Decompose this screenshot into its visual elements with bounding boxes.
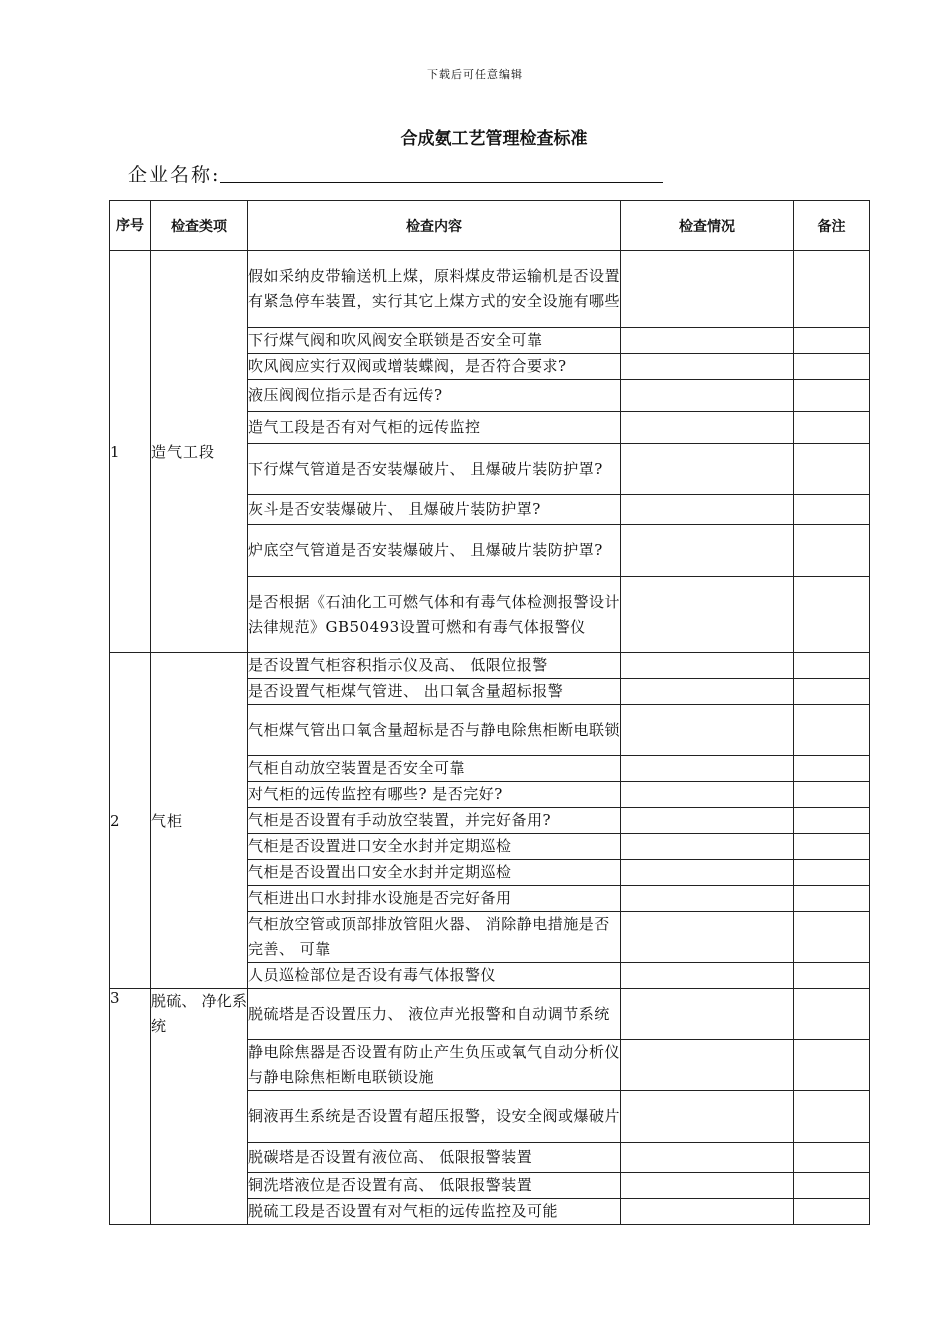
remarks-cell[interactable] bbox=[794, 963, 870, 989]
header-content: 检查内容 bbox=[248, 201, 621, 251]
check-content: 造气工段是否有对气柜的远传监控 bbox=[248, 412, 621, 444]
remarks-cell[interactable] bbox=[794, 328, 870, 354]
remarks-cell[interactable] bbox=[794, 380, 870, 412]
section-category: 气柜 bbox=[151, 653, 248, 989]
check-status-cell[interactable] bbox=[621, 808, 794, 834]
check-status-cell[interactable] bbox=[621, 705, 794, 756]
check-content: 气柜煤气管出口氧含量超标是否与静电除焦柜断电联锁 bbox=[248, 705, 621, 756]
check-status-cell[interactable] bbox=[621, 525, 794, 577]
check-content: 下行煤气阀和吹风阀安全联锁是否安全可靠 bbox=[248, 328, 621, 354]
check-status-cell[interactable] bbox=[621, 653, 794, 679]
header-status: 检查情况 bbox=[621, 201, 794, 251]
section-seq: 3 bbox=[110, 989, 151, 1225]
remarks-cell[interactable] bbox=[794, 653, 870, 679]
header-remarks: 备注 bbox=[794, 201, 870, 251]
remarks-cell[interactable] bbox=[794, 1040, 870, 1091]
check-content: 铜液再生系统是否设置有超压报警，设安全阀或爆破片 bbox=[248, 1091, 621, 1143]
remarks-cell[interactable] bbox=[794, 1199, 870, 1225]
check-content: 是否设置气柜煤气管进、 出口氧含量超标报警 bbox=[248, 679, 621, 705]
remarks-cell[interactable] bbox=[794, 808, 870, 834]
remarks-cell[interactable] bbox=[794, 354, 870, 380]
check-content: 是否根据《石油化工可燃气体和有毒气体检测报警设计法律规范》GB50493设置可燃和有毒气体报警仪 bbox=[248, 577, 621, 653]
check-status-cell[interactable] bbox=[621, 679, 794, 705]
check-content: 是否设置气柜容积指示仪及高、 低限位报警 bbox=[248, 653, 621, 679]
check-content: 脱硫塔是否设置压力、 液位声光报警和自动调节系统 bbox=[248, 989, 621, 1040]
check-status-cell[interactable] bbox=[621, 380, 794, 412]
check-status-cell[interactable] bbox=[621, 328, 794, 354]
check-content: 气柜放空管或顶部排放管阻火器、 消除静电措施是否完善、 可靠 bbox=[248, 912, 621, 963]
check-content: 下行煤气管道是否安装爆破片、 且爆破片装防护罩? bbox=[248, 444, 621, 495]
remarks-cell[interactable] bbox=[794, 412, 870, 444]
section-category: 脱硫、 净化系统 bbox=[151, 989, 248, 1225]
remarks-cell[interactable] bbox=[794, 679, 870, 705]
check-status-cell[interactable] bbox=[621, 495, 794, 525]
remarks-cell[interactable] bbox=[794, 444, 870, 495]
remarks-cell[interactable] bbox=[794, 705, 870, 756]
document-title: 合成氨工艺管理检查标准 bbox=[400, 129, 588, 149]
section-seq: 1 bbox=[110, 251, 151, 653]
company-name-label: 企业名称: bbox=[128, 164, 221, 186]
section-category: 造气工段 bbox=[151, 251, 248, 653]
check-content: 气柜自动放空装置是否安全可靠 bbox=[248, 756, 621, 782]
header-seq: 序号 bbox=[110, 201, 151, 251]
check-status-cell[interactable] bbox=[621, 1040, 794, 1091]
header-note: 下载后可任意编辑 bbox=[427, 68, 523, 81]
remarks-cell[interactable] bbox=[794, 886, 870, 912]
remarks-cell[interactable] bbox=[794, 525, 870, 577]
check-status-cell[interactable] bbox=[621, 989, 794, 1040]
check-content: 静电除焦器是否设置有防止产生负压或氧气自动分析仪与静电除焦柜断电联锁设施 bbox=[248, 1040, 621, 1091]
check-status-cell[interactable] bbox=[621, 963, 794, 989]
check-status-cell[interactable] bbox=[621, 1173, 794, 1199]
check-content: 脱硫工段是否设置有对气柜的远传监控及可能 bbox=[248, 1199, 621, 1225]
remarks-cell[interactable] bbox=[794, 1143, 870, 1173]
company-name-field[interactable] bbox=[220, 182, 663, 183]
check-content: 炉底空气管道是否安装爆破片、 且爆破片装防护罩? bbox=[248, 525, 621, 577]
table-row bbox=[110, 653, 870, 679]
check-content: 铜洗塔液位是否设置有高、 低限报警装置 bbox=[248, 1173, 621, 1199]
remarks-cell[interactable] bbox=[794, 912, 870, 963]
check-content: 气柜是否设置出口安全水封并定期巡检 bbox=[248, 860, 621, 886]
remarks-cell[interactable] bbox=[794, 834, 870, 860]
check-status-cell[interactable] bbox=[621, 1143, 794, 1173]
check-status-cell[interactable] bbox=[621, 886, 794, 912]
check-status-cell[interactable] bbox=[621, 860, 794, 886]
check-status-cell[interactable] bbox=[621, 412, 794, 444]
check-status-cell[interactable] bbox=[621, 444, 794, 495]
remarks-cell[interactable] bbox=[794, 1091, 870, 1143]
check-status-cell[interactable] bbox=[621, 834, 794, 860]
table-row bbox=[110, 251, 870, 328]
check-status-cell[interactable] bbox=[621, 1199, 794, 1225]
check-content: 假如采纳皮带输送机上煤，原料煤皮带运输机是否设置有紧急停车装置，实行其它上煤方式的安全设施有哪些 bbox=[248, 251, 621, 328]
check-content: 灰斗是否安装爆破片、 且爆破片装防护罩? bbox=[248, 495, 621, 525]
check-content: 气柜进出口水封排水设施是否完好备用 bbox=[248, 886, 621, 912]
remarks-cell[interactable] bbox=[794, 756, 870, 782]
check-status-cell[interactable] bbox=[621, 251, 794, 328]
table-row bbox=[110, 989, 870, 1040]
remarks-cell[interactable] bbox=[794, 860, 870, 886]
check-status-cell[interactable] bbox=[621, 782, 794, 808]
check-status-cell[interactable] bbox=[621, 354, 794, 380]
header-category: 检查类项 bbox=[151, 201, 248, 251]
check-content: 脱碳塔是否设置有液位高、 低限报警装置 bbox=[248, 1143, 621, 1173]
remarks-cell[interactable] bbox=[794, 1173, 870, 1199]
check-status-cell[interactable] bbox=[621, 577, 794, 653]
table-header-row bbox=[110, 201, 870, 251]
check-status-cell[interactable] bbox=[621, 912, 794, 963]
section-seq: 2 bbox=[110, 653, 151, 989]
check-content: 吹风阀应实行双阀或增装蝶阀，是否符合要求? bbox=[248, 354, 621, 380]
remarks-cell[interactable] bbox=[794, 989, 870, 1040]
inspection-table bbox=[109, 200, 870, 1225]
check-status-cell[interactable] bbox=[621, 756, 794, 782]
remarks-cell[interactable] bbox=[794, 251, 870, 328]
remarks-cell[interactable] bbox=[794, 782, 870, 808]
check-content: 对气柜的远传监控有哪些? 是否完好? bbox=[248, 782, 621, 808]
check-content: 气柜是否设置进口安全水封并定期巡检 bbox=[248, 834, 621, 860]
check-content: 气柜是否设置有手动放空装置，并完好备用? bbox=[248, 808, 621, 834]
check-content: 液压阀阀位指示是否有远传? bbox=[248, 380, 621, 412]
remarks-cell[interactable] bbox=[794, 495, 870, 525]
check-content: 人员巡检部位是否设有毒气体报警仪 bbox=[248, 963, 621, 989]
check-status-cell[interactable] bbox=[621, 1091, 794, 1143]
remarks-cell[interactable] bbox=[794, 577, 870, 653]
